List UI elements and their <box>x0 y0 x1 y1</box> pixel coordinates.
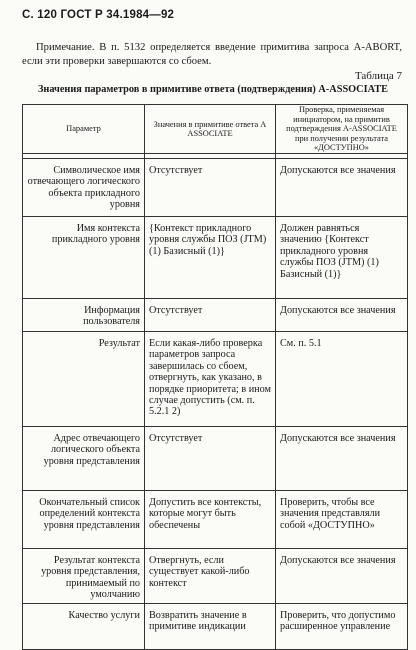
page-header: С. 120 ГОСТ Р 34.1984—92 <box>22 9 175 21</box>
check-cell: Должен равняться значению {Контекст прикладного уровня службы ПОЗ (JTM) (1) Базисный (1)} <box>276 217 408 299</box>
param-cell: Адрес отвечающего логического объекта уровня представления <box>23 427 145 491</box>
param-cell: Имя контекста прикладного уровня <box>23 217 145 299</box>
value-cell: Если какая-либо проверка параметров запроса завершилась со сбоем, отвергнуть, как указано, в порядке приоритета; в ином случае допустить (см. п. 5.2.1 2) <box>145 332 276 427</box>
value-cell: Отвергнуть, если существует какой-либо контекст <box>145 549 276 604</box>
param-cell: Окончательный список определений контекста уровня представления <box>23 491 145 549</box>
value-cell: Отсутствует <box>145 427 276 491</box>
column-header-parameter: Параметр <box>23 105 145 154</box>
check-cell: Проверить, что допустимо расширенное управление <box>276 604 408 650</box>
table-header-row <box>23 105 408 154</box>
table-number: Таблица 7 <box>354 70 402 82</box>
param-cell: Качество услуги <box>23 604 145 650</box>
param-cell: Результат <box>23 332 145 427</box>
table-row <box>23 159 408 217</box>
column-header-value: Значения в примитиве ответа A ASSOCIATE <box>145 105 276 154</box>
table-row <box>23 427 408 491</box>
parameters-table <box>22 104 408 650</box>
table-row <box>23 217 408 299</box>
check-cell: См. п. 5.1 <box>276 332 408 427</box>
check-cell: Допускаются все значения <box>276 159 408 217</box>
table-row <box>23 604 408 650</box>
table-row <box>23 491 408 549</box>
check-cell: Допускаются все значения <box>276 549 408 604</box>
value-cell: Отсутствует <box>145 299 276 332</box>
check-cell: Допускаются все значения <box>276 427 408 491</box>
value-cell: Допустить все контексты, которые могут быть обеспечены <box>145 491 276 549</box>
check-cell: Допускаются все значения <box>276 299 408 332</box>
param-cell: Информация пользователя <box>23 299 145 332</box>
column-header-check: Проверка, применяемая инициатором, на примитив подтверждения A-ASSOCIATE при получении результата «ДОСТУПНО» <box>276 105 408 154</box>
value-cell: Отсутствует <box>145 159 276 217</box>
param-cell: Символическое имя отвечающего логического объекта прикладного уровня <box>23 159 145 217</box>
table-caption: Значения параметров в примитиве ответа (подтверждения) A-ASSOCIATE <box>37 84 389 95</box>
value-cell: Возвратить значение в примитиве индикации <box>145 604 276 650</box>
table-row <box>23 299 408 332</box>
check-cell: Проверить, чтобы все значения представляли собой «ДОСТУПНО» <box>276 491 408 549</box>
param-cell: Результат контекста уровня представления, принимаемый по умолчанию <box>23 549 145 604</box>
note-paragraph: Примечание. В п. 5132 определяется введение примитива запроса A-ABORT, если эти проверки завершаются со сбоем. <box>22 42 402 67</box>
table-row <box>23 549 408 604</box>
table-row <box>23 332 408 427</box>
value-cell: {Контекст прикладного уровня службы ПОЗ (JTM) (1) Базисный (1)} <box>145 217 276 299</box>
